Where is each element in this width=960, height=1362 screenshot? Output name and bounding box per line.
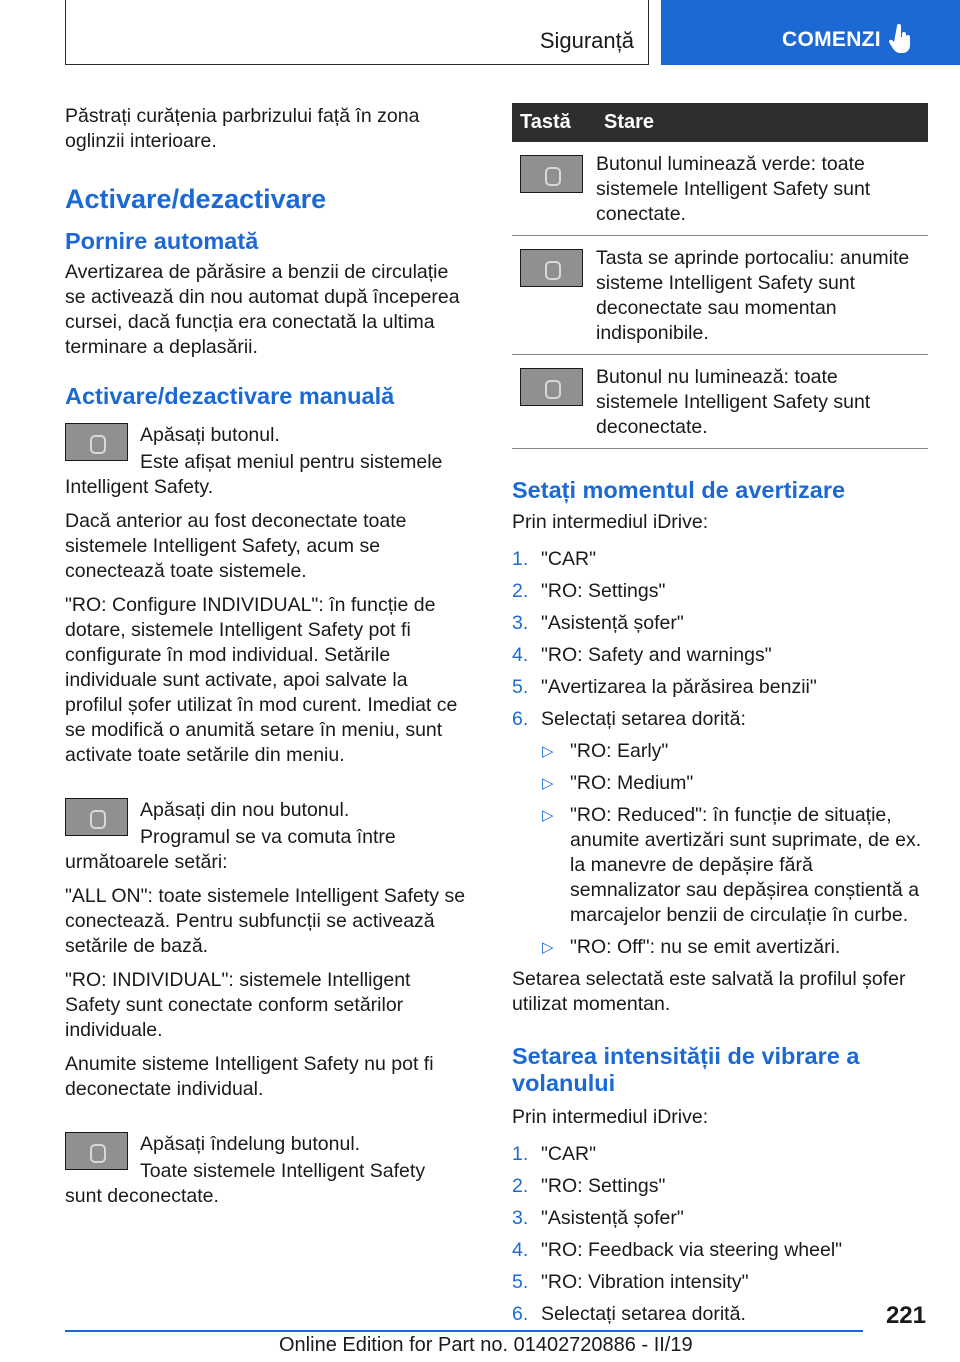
some-cannot-text: Anumite sisteme Intelligent Safety nu pot fi deconectate individual. bbox=[65, 1053, 434, 1100]
chapter-title: COMENZI bbox=[782, 28, 881, 51]
list-item: 2. "RO: Settings" bbox=[512, 580, 666, 602]
press-again-text: Apăsați din nou butonul. bbox=[140, 799, 350, 821]
heading-auto-start: Pornire automată bbox=[65, 228, 259, 254]
table-row bbox=[512, 355, 928, 449]
steps-vibration bbox=[512, 1142, 928, 1327]
section-title: Siguranță bbox=[539, 28, 634, 53]
toggle-text: Programul se va comuta între următoarele setări: bbox=[65, 826, 396, 873]
table-cell-state: Tasta se aprinde portocaliu: anumite sisteme Intelligent Safety sunt deconectate sau momentan indisponibile. bbox=[596, 236, 928, 355]
list-item: 5. "RO: Vibration intensity" bbox=[512, 1271, 749, 1293]
heading-activate: Activare/dezactivare bbox=[65, 184, 327, 214]
list-item: 2. "RO: Settings" bbox=[512, 1175, 666, 1197]
list-item: 3. "Asistență șofer" bbox=[512, 1207, 684, 1229]
press-long-text: Apăsați îndelung butonul. bbox=[140, 1133, 361, 1155]
heading-vibration: Setarea intensității de vibrare a volanului bbox=[512, 1043, 860, 1096]
table-row bbox=[512, 142, 928, 236]
footer-edition: Online Edition for Part no. 01402720886 - II/19 bbox=[279, 1334, 693, 1356]
list-item: 6. Selectați setarea dorită: bbox=[512, 708, 746, 730]
table-row bbox=[512, 236, 928, 355]
header-chapter-box[interactable] bbox=[661, 0, 960, 65]
triangle-bullet-icon: ▷ bbox=[542, 775, 554, 792]
heading-warning-time: Setați momentul de avertizare bbox=[512, 477, 846, 503]
list-item: 1. "CAR" bbox=[512, 548, 597, 570]
option-item: ▷ "RO: Reduced": în funcție de situație, anumite avertizări sunt suprimate, de ex. la manevre de depășire fără semnalizator sau depășirea conștientă a marcajelor benzii de circulație în curbe. bbox=[542, 804, 922, 926]
footer-divider bbox=[65, 1330, 863, 1332]
safety-button-icon bbox=[65, 423, 128, 461]
header-section-box bbox=[65, 0, 649, 65]
saved-text: Setarea selectată este salvată la profilul șofer utilizat momentan. bbox=[512, 968, 906, 1015]
triangle-bullet-icon: ▷ bbox=[542, 743, 554, 760]
safety-button-icon bbox=[520, 249, 583, 287]
configure-text: "RO: Configure INDIVIDUAL": în funcție de dotare, sistemele Intelligent Safety pot fi configurate în mod individual. Setările individuale sunt activate, apoi salvate la profilul șofer utilizat în mod curent. Imediat ce se modifică o anumită setare în meniu, sunt activate toate setările din meniu. bbox=[65, 594, 458, 766]
pointing-hand-icon bbox=[889, 24, 913, 54]
button-state-table bbox=[512, 103, 928, 449]
option-item: ▷ "RO: Medium" bbox=[542, 772, 694, 794]
list-item: 4. "RO: Feedback via steering wheel" bbox=[512, 1239, 843, 1261]
via-text: Prin intermediul iDrive: bbox=[512, 511, 709, 533]
safety-button-icon bbox=[520, 368, 583, 406]
intro-text: Păstrați curățenia parbrizului față în zona oglinzii interioare. bbox=[65, 105, 420, 152]
press-text: Apăsați butonul. bbox=[140, 424, 280, 446]
safety-button-icon bbox=[65, 1132, 128, 1170]
table-cell-state: Butonul luminează verde: toate sistemele Intelligent Safety sunt conectate. bbox=[596, 142, 928, 236]
steps-warning bbox=[512, 547, 928, 732]
left-column bbox=[65, 104, 467, 1218]
all-off-text: Toate sistemele Intelligent Safety sunt deconectate. bbox=[65, 1160, 426, 1207]
table-header-state: Stare bbox=[596, 103, 928, 142]
option-item: ▷ "RO: Off": nu se emit avertizări. bbox=[542, 936, 841, 958]
safety-button-icon bbox=[520, 155, 583, 193]
all-on-setting-text: "ALL ON": toate sistemele Intelligent Safety se conectează. Pentru subfuncții se activează setările de bază. bbox=[65, 885, 466, 957]
auto-start-text: Avertizarea de părăsire a benzii de circulație se activează din nou automat după începerea cursei, dacă funcția era conectată la ultima terminare a deplasării. bbox=[65, 261, 460, 358]
individual-text: "RO: INDIVIDUAL": sistemele Intelligent Safety sunt conectate conform setărilor individuale. bbox=[65, 969, 411, 1041]
list-item: 6. Selectați setarea dorită. bbox=[512, 1303, 746, 1325]
list-item: 5. "Avertizarea la părăsirea benzii" bbox=[512, 676, 817, 698]
safety-button-icon bbox=[65, 798, 128, 836]
list-item: 3. "Asistență șofer" bbox=[512, 612, 684, 634]
press-again-row bbox=[65, 798, 467, 823]
all-on-text: Dacă anterior au fost deconectate toate sistemele Intelligent Safety, acum se conectează toate sistemele. bbox=[65, 510, 407, 582]
page-number: 221 bbox=[885, 1302, 926, 1329]
warning-options bbox=[512, 739, 928, 960]
heading-manual: Activare/dezactivare manuală bbox=[65, 383, 395, 409]
triangle-bullet-icon: ▷ bbox=[542, 807, 554, 824]
table-header-key: Tastă bbox=[512, 103, 596, 142]
table-cell-state: Butonul nu luminează: toate sistemele Intelligent Safety sunt deconectate. bbox=[596, 355, 928, 449]
menu-shown-text: Este afișat meniul pentru sistemele Intelligent Safety. bbox=[65, 451, 443, 498]
press-long-row bbox=[65, 1132, 467, 1157]
list-item: 1. "CAR" bbox=[512, 1143, 597, 1165]
via-text-2: Prin intermediul iDrive: bbox=[512, 1106, 709, 1128]
triangle-bullet-icon: ▷ bbox=[542, 939, 554, 956]
option-item: ▷ "RO: Early" bbox=[542, 740, 669, 762]
right-column bbox=[512, 103, 928, 1334]
press-row bbox=[65, 423, 467, 448]
list-item: 4. "RO: Safety and warnings" bbox=[512, 644, 772, 666]
